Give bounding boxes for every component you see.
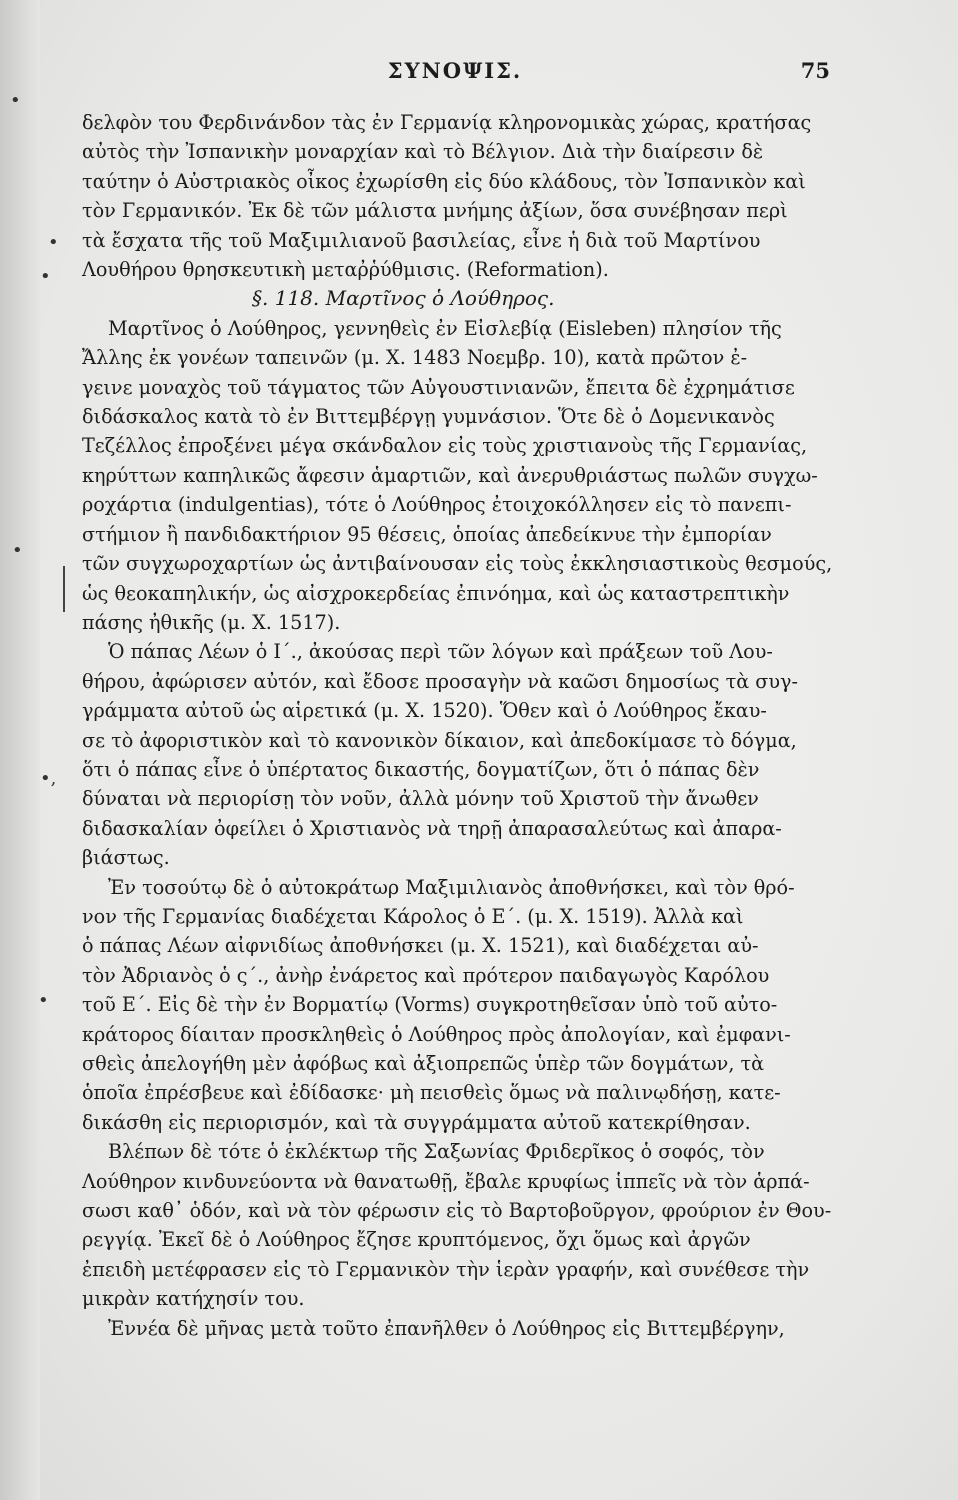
- text-line: Βλέπων δὲ τότε ὁ ἐκλέκτωρ τῆς Σαξωνίας Φριδερῖκος ὁ σοφός, τὸν: [108, 1140, 765, 1164]
- text-line: στήμιον ἢ πανδιδακτήριον 95 θέσεις, ὁποίας ἀπεδείκνυε τὴν ἐμπορίαν: [82, 522, 772, 546]
- text-line: τὸν Γερμανικόν. Ἐκ δὲ τῶν μάλιστα μνήμης ἀξίων, ὅσα συνέβησαν περὶ: [82, 199, 788, 223]
- binding-gutter: [0, 0, 40, 1500]
- text-line: δύναται νὰ περιορίσῃ τὸν νοῦν, ἀλλὰ μόνην τοῦ Χριστοῦ τὴν ἄνωθεν: [82, 787, 759, 811]
- text-line: τὰ ἔσχατα τῆς τοῦ Μαξιμιλιανοῦ βασιλείας, εἶνε ἡ διὰ τοῦ Μαρτίνου: [82, 228, 761, 252]
- body-text: [82, 108, 833, 1343]
- text-line: ὡς θεοκαπηλικήν, ὡς αἰσχροκερδείας ἐπινόημα, καὶ ὡς καταστρεπτικὴν: [82, 581, 790, 605]
- text-line: ταύτην ὁ Αὐστριακὸς οἶκος ἐχωρίσθη εἰς δύο κλάδους, τὸν Ἰσπανικὸν καὶ: [82, 169, 806, 193]
- text-line: θήρου, ἀφώρισεν αὐτόν, καὶ ἔδοσε προσαγὴν νὰ καῶσι δημοσίως τὰ συγ-: [82, 669, 798, 693]
- text-line: κράτορος δίαιταν προσκληθεὶς ὁ Λούθηρος πρὸς ἀπολογίαν, καὶ ἐμφανι-: [82, 1022, 791, 1046]
- text-line: Τεζέλλος ἐπροξένει μέγα σκάνδαλον εἰς τοὺς χριστιανοὺς τῆς Γερμανίας,: [82, 434, 808, 458]
- text-line: κηρύττων καπηλικῶς ἄφεσιν ἁμαρτιῶν, καὶ ἀνερυθριάστως πωλῶν συγχω-: [82, 463, 818, 487]
- text-line: πάσης ἠθικῆς (μ. Χ. 1517).: [82, 610, 341, 634]
- text-line: ροχάρτια (indulgentias), τότε ὁ Λούθηρος ἐτοιχοκόλλησεν εἰς τὸ πανεπι-: [82, 493, 792, 517]
- text-line: Λουθήρου θρησκευτικὴ μεταῤῥύθμισις. (Reformation).: [82, 258, 609, 282]
- running-head: ΣΥΝΟΨΙΣ.: [387, 58, 523, 83]
- text-line: Ὁ πάπας Λέων ὁ Ι΄., ἀκούσας περὶ τῶν λόγων καὶ πράξεων τοῦ Λου-: [108, 640, 773, 664]
- text-line: τὸν Ἀδριανὸς ὁ ς΄., ἀνὴρ ἐνάρετος καὶ πρότερον παιδαγωγὸς Καρόλου: [82, 963, 770, 987]
- margin-mark: •: [10, 90, 21, 111]
- text-line: Ἐν τοσούτῳ δὲ ὁ αὐτοκράτωρ Μαξιμιλιανὸς ἀποθνήσκει, καὶ τὸν θρό-: [108, 875, 795, 899]
- text-line: σωσι καθ᾽ ὁδόν, καὶ νὰ τὸν φέρωσιν εἰς τὸ Βαρτοβοῦργον, φρούριον ἐν Θου-: [82, 1199, 832, 1223]
- margin-mark: •: [38, 990, 49, 1011]
- margin-mark: •,: [40, 768, 57, 789]
- text-line: νον τῆς Γερμανίας διαδέχεται Κάρολος ὁ Ε΄. (μ. Χ. 1519). Ἀλλὰ καὶ: [82, 904, 744, 928]
- text-line: διδασκαλίαν ὀφείλει ὁ Χριστιανὸς νὰ τηρῇ ἀπαρασαλεύτως καὶ ἀπαρα-: [82, 816, 782, 840]
- margin-mark: •: [48, 232, 59, 253]
- margin-mark: •: [12, 540, 23, 561]
- text-line: ὁποῖα ἐπρέσβευε καὶ ἐδίδασκε· μὴ πεισθεὶς ὅμως νὰ παλινῳδήσῃ, κατε-: [82, 1081, 781, 1105]
- text-line: δελφὸν του Φερδινάνδον τὰς ἐν Γερμανίᾳ κληρονομικὰς χώρας, κρατήσας: [82, 111, 812, 134]
- text-line: γεινε μοναχὸς τοῦ τάγματος τῶν Αὐγουστινιανῶν, ἔπειτα δὲ ἐχρημάτισε: [82, 375, 795, 399]
- text-line: βιάστως.: [82, 846, 170, 870]
- section-heading-text: §. 118. Μαρτῖνος ὁ Λούθηρος.: [252, 286, 555, 311]
- page-number: 75: [800, 58, 830, 83]
- text-line: Μαρτῖνος ὁ Λούθηρος, γεννηθεὶς ἐν Εἰσλεβίᾳ (Eisleben) πλησίον τῆς: [108, 316, 782, 340]
- text-line: αὐτὸς τὴν Ἰσπανικὴν μοναρχίαν καὶ τὸ Βέλγιον. Διὰ τὴν διαίρεσιν δὲ: [82, 140, 764, 164]
- text-line: Λούθηρον κινδυνεύοντα νὰ θανατωθῇ, ἔβαλε κρυφίως ἱππεῖς νὰ τὸν ἁρπά-: [82, 1169, 810, 1193]
- page-header: [90, 58, 830, 98]
- margin-mark: •: [40, 266, 51, 287]
- text-line: μικρὰν κατήχησίν του.: [82, 1287, 305, 1311]
- text-line: τοῦ Ε΄. Εἰς δὲ τὴν ἐν Βορματίῳ (Vorms) συγκροτηθεῖσαν ὑπὸ τοῦ αὐτο-: [82, 993, 778, 1017]
- text-line: σε τὸ ἀφοριστικὸν καὶ τὸ κανονικὸν δίκαιον, καὶ ἀπεδοκίμασε τὸ δόγμα,: [82, 728, 797, 752]
- margin-rule: [63, 566, 65, 612]
- text-line: ρεγγίᾳ. Ἐκεῖ δὲ ὁ Λούθηρος ἔζησε κρυπτόμενος, ὄχι ὅμως καὶ ἀργῶν: [82, 1228, 751, 1252]
- text-line: διδάσκαλος κατὰ τὸ ἐν Βιττεμβέργῃ γυμνάσιον. Ὅτε δὲ ὁ Δομενικανὸς: [82, 405, 775, 429]
- text-line: τῶν συγχωροχαρτίων ὡς ἀντιβαίνουσαν εἰς τοὺς ἐκκλησιαστικοὺς θεσμούς,: [82, 552, 833, 576]
- text-line: ἐπειδὴ μετέφρασεν εἰς τὸ Γερμανικὸν τὴν ἱερὰν γραφήν, καὶ συνέθεσε τὴν: [82, 1257, 810, 1281]
- text-line: ὁ πάπας Λέων αἰφνιδίως ἀποθνήσκει (μ. Χ. 1521), καὶ διαδέχεται αὐ-: [82, 934, 759, 958]
- text-line: δικάσθη εἰς περιορισμόν, καὶ τὰ συγγράμματα αὐτοῦ κατεκρίθησαν.: [82, 1110, 751, 1134]
- text-line: γράμματα αὐτοῦ ὡς αἱρετικά (μ. Χ. 1520). Ὅθεν καὶ ὁ Λούθηρος ἔκαυ-: [82, 699, 767, 723]
- text-line: Ἄλλης ἐκ γονέων ταπεινῶν (μ. Χ. 1483 Νοεμβρ. 10), κατὰ πρῶτον ἐ-: [82, 346, 748, 370]
- section-heading: [82, 284, 822, 313]
- text-line: Ἐννέα δὲ μῆνας μετὰ τοῦτο ἐπανῆλθεν ὁ Λούθηρος εἰς Βιττεμβέργην,: [108, 1316, 785, 1340]
- text-line: ὅτι ὁ πάπας εἶνε ὁ ὑπέρτατος δικαστής, δογματίζων, ὅτι ὁ πάπας δὲν: [82, 757, 760, 781]
- text-line: σθεὶς ἀπελογήθη μὲν ἀφόβως καὶ ἀξιοπρεπῶς ὑπὲρ τῶν δογμάτων, τὰ: [82, 1052, 765, 1075]
